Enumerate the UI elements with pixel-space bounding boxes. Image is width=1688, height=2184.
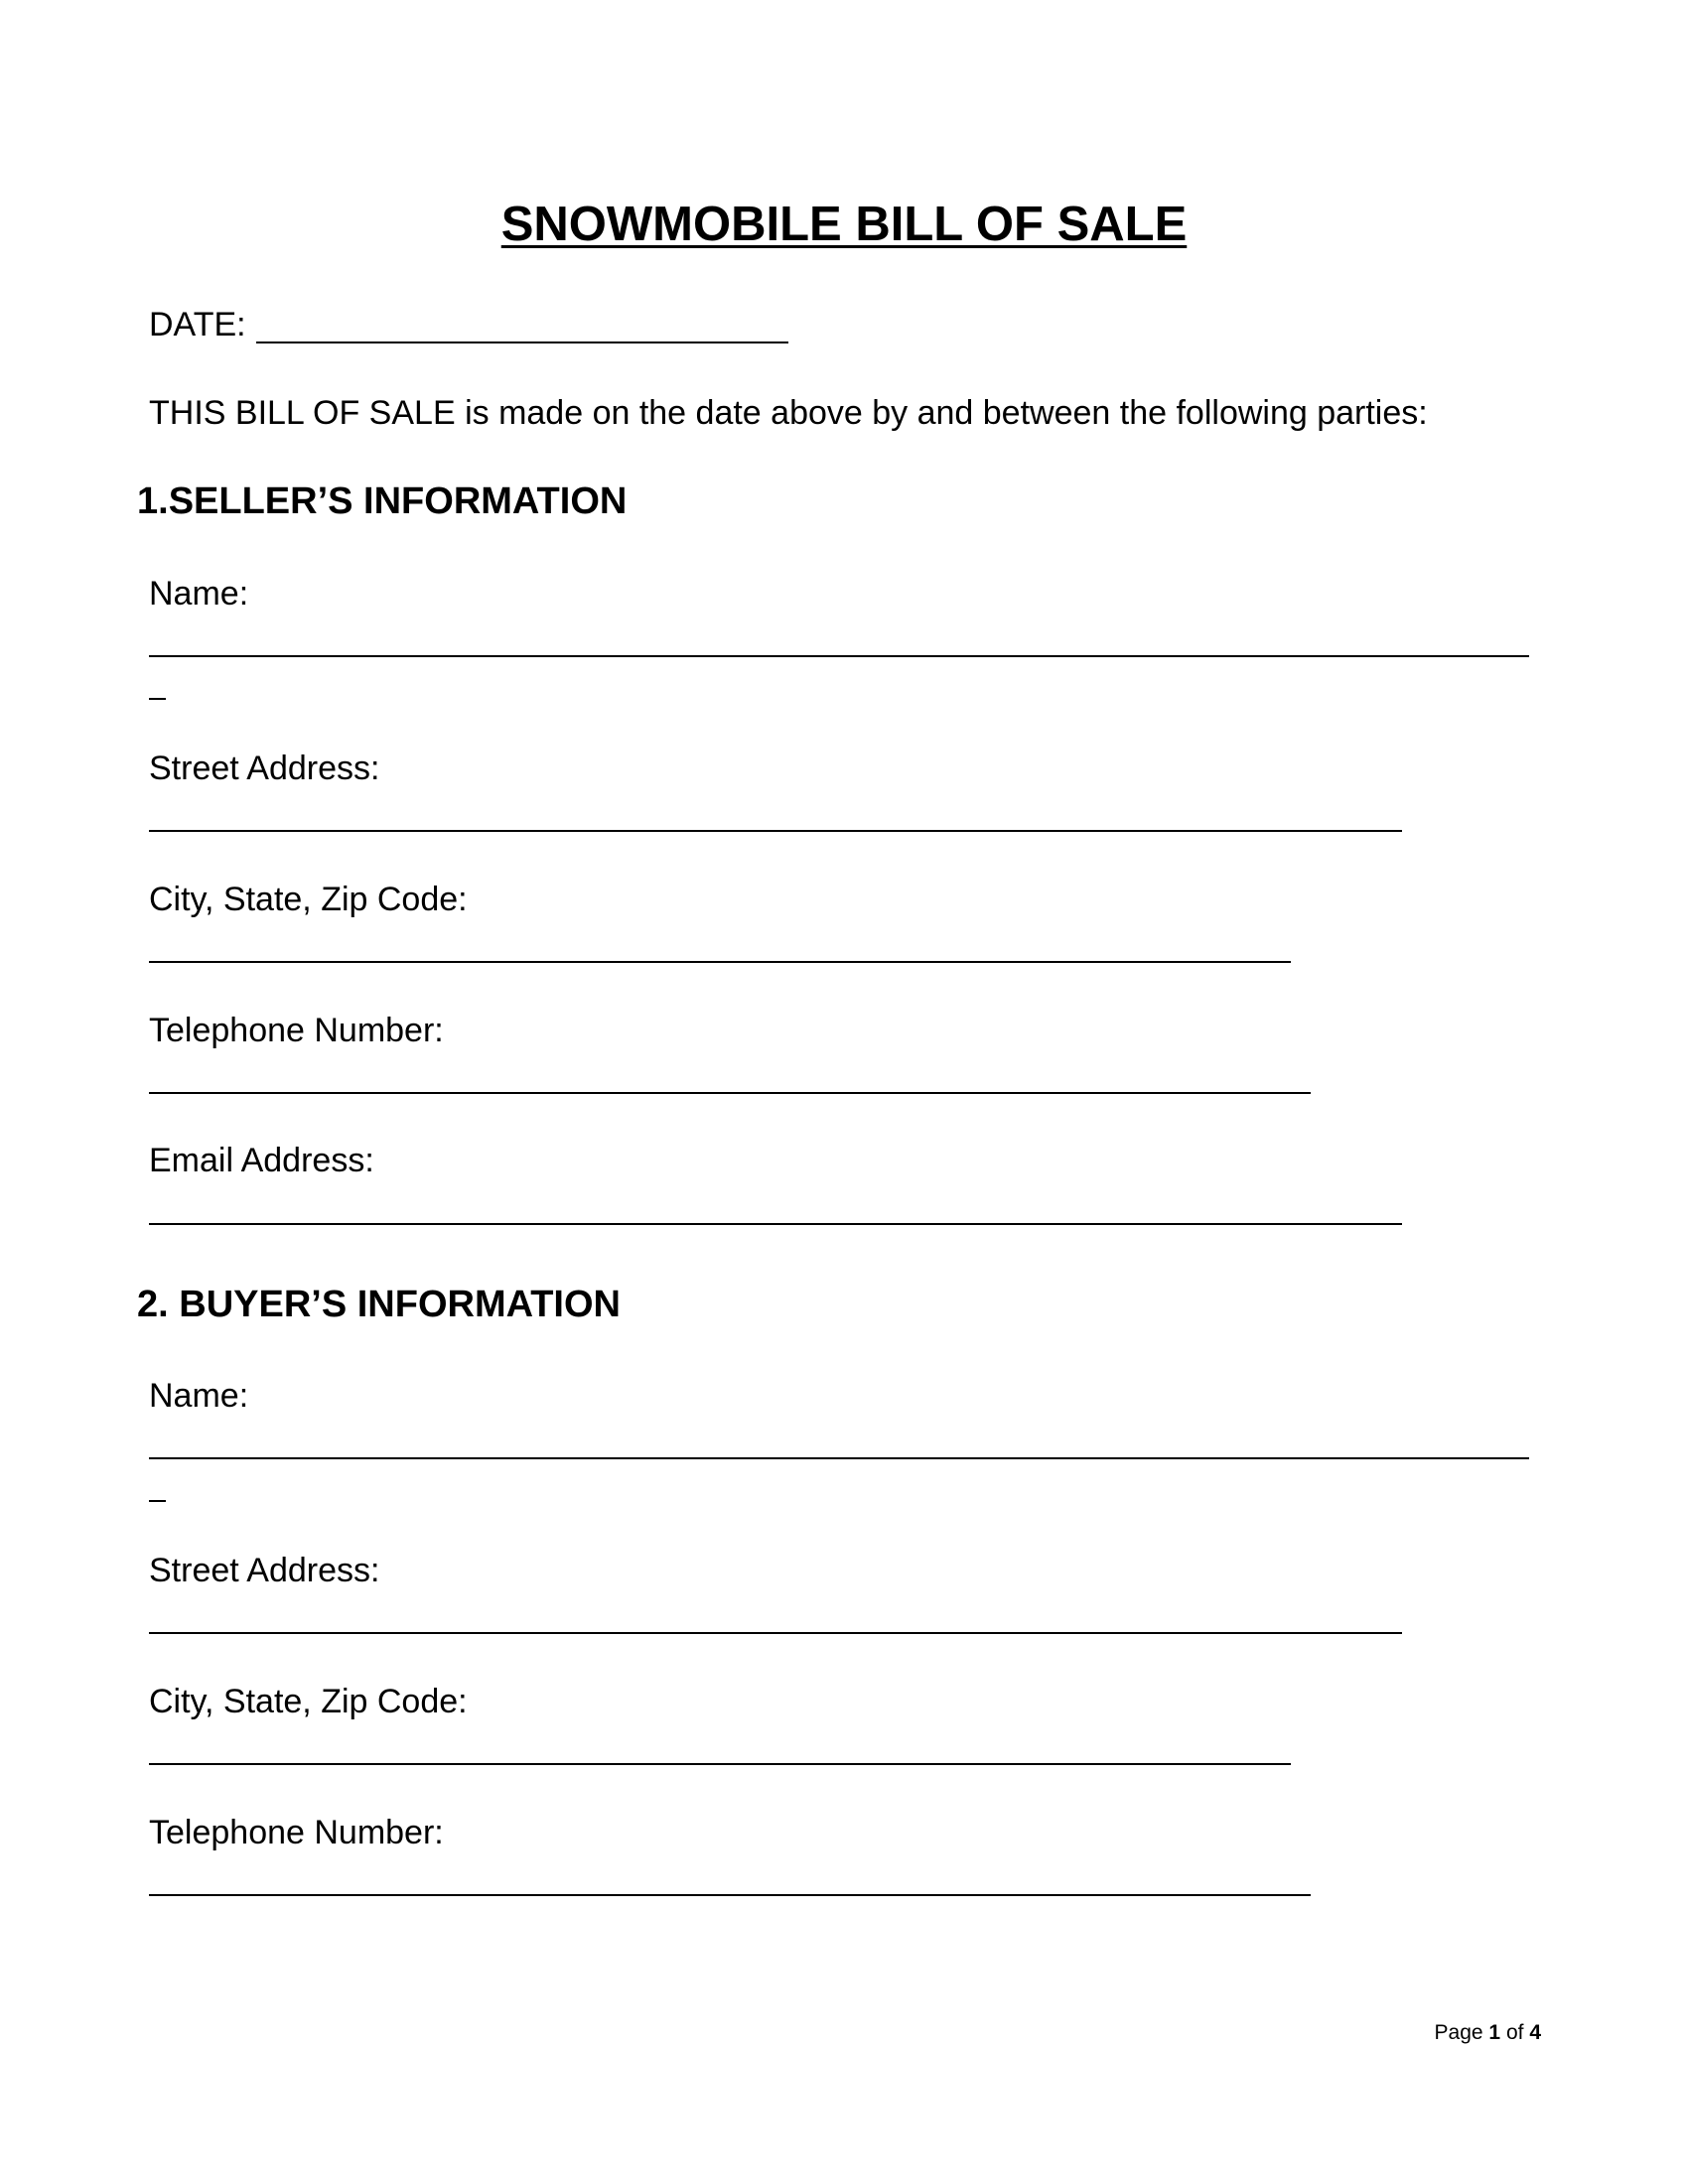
seller-city-field-line[interactable] [149,961,1291,963]
page-word: Page [1434,2021,1483,2044]
buyer-name-field-line[interactable] [149,1457,1529,1459]
seller-street-field-line[interactable] [149,830,1402,832]
buyer-city-field-line[interactable] [149,1763,1291,1765]
buyer-street-field-line[interactable] [149,1632,1402,1634]
seller-section-heading: 1.SELLER’S INFORMATION [137,480,628,522]
of-word: of [1505,2021,1524,2044]
current-page-number: 1 [1488,2021,1501,2044]
date-label: DATE: [149,306,246,343]
intro-text: THIS BILL OF SALE is made on the date above by and between the following parties: [149,394,1428,432]
date-field-line[interactable] [256,341,788,343]
seller-name-field-line[interactable] [149,655,1529,657]
buyer-phone-field-line[interactable] [149,1894,1311,1896]
seller-city-label: City, State, Zip Code: [149,881,468,918]
buyer-name-field-line-continuation [149,1500,166,1502]
page-number [1435,2020,1541,2046]
seller-name-label: Name: [149,575,249,613]
buyer-city-label: City, State, Zip Code: [149,1683,468,1720]
buyer-phone-label: Telephone Number: [149,1814,444,1851]
seller-phone-label: Telephone Number: [149,1012,444,1049]
buyer-section-heading: 2. BUYER’S INFORMATION [137,1284,621,1325]
seller-email-label: Email Address: [149,1142,374,1179]
total-pages-number: 4 [1529,2021,1541,2044]
document-title: SNOWMOBILE BILL OF SALE [500,198,1188,251]
buyer-street-label: Street Address: [149,1552,380,1589]
seller-street-label: Street Address: [149,750,380,787]
seller-name-field-line-continuation [149,698,166,700]
seller-email-field-line[interactable] [149,1223,1402,1225]
seller-phone-field-line[interactable] [149,1092,1311,1094]
buyer-name-label: Name: [149,1377,249,1415]
